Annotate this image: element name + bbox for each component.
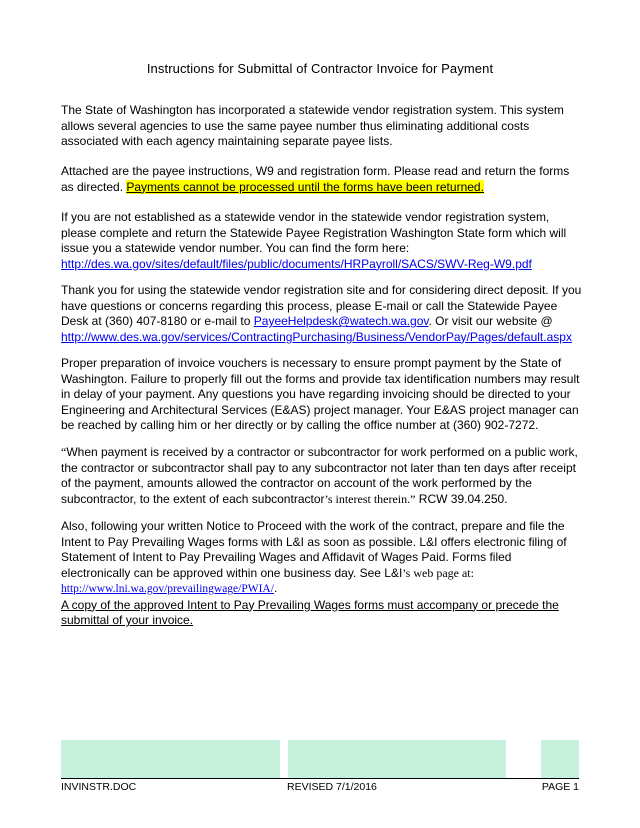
footer-page-number: PAGE 1 bbox=[541, 781, 579, 793]
paragraph-direct-deposit bbox=[61, 283, 583, 345]
paragraph-prevailing-wages bbox=[61, 519, 583, 629]
web-page-text: ’s web page at: bbox=[402, 565, 474, 580]
prevailing-wage-link[interactable]: http://www.lni.wa.gov/prevailingwage/PWIA/ bbox=[61, 583, 274, 595]
footer-box-right bbox=[541, 740, 579, 778]
link-period: . bbox=[273, 581, 278, 595]
attached-forms-text: Attached are the payee instructions, W9 and registration form. Please read and return the forms as directed. bbox=[61, 164, 570, 194]
document-title: Instructions for Submittal of Contractor Invoice for Payment bbox=[146, 61, 494, 76]
registration-form-link[interactable]: http://des.wa.gov/sites/default/files/public/documents/HRPayroll/SACS/SWV-Reg-W9.pdf bbox=[61, 256, 532, 271]
footer-revised-date: REVISED 7/1/2016 bbox=[287, 781, 377, 793]
paragraph-rcw-quote bbox=[61, 445, 583, 507]
paragraph-attached-forms bbox=[61, 164, 583, 195]
payment-warning-highlight: Payments cannot be processed until the forms have been returned. bbox=[126, 179, 484, 194]
open-quote: “ bbox=[61, 445, 67, 459]
footer-divider bbox=[61, 778, 579, 779]
rcw-citation: RCW 39.04.250. bbox=[415, 491, 508, 506]
direct-deposit-text: Thank you for using the statewide vendor registration site and for considering direct deposit. If you have questions or concerns regarding this process, please E-mail or call the Statewide Payee Desk at (360) 407-8180 or e-mail to bbox=[61, 283, 582, 328]
vendor-registration-text: If you are not established as a statewide vendor in the statewide vendor registration system, please complete and return the Statewide Payee Registration Washington State form which will issue you a statewide vendor number. You can find the form here: bbox=[61, 210, 567, 255]
rcw-quote-text: When payment is received by a contractor or subcontractor for work performed on a public work, the contractor or subcontractor shall pay to any subcontractor not later than ten days after receipt of the payment, amounts allowed the contractor on account of the work performed by the subcontractor, to the extent of each subcontractor bbox=[61, 445, 578, 506]
prevailing-wages-text: Also, following your written Notice to Proceed with the work of the contract, prepare and file the Intent to Pay Prevailing Wages forms with L&I as soon as possible. L&I offers electronic filing of Statement of Intent to Pay Prevailing Wages and Affidavit of Wages Paid. Forms filed electronically can be approved within one business day. See L&I bbox=[61, 519, 567, 580]
paragraph-vendor-registration bbox=[61, 210, 583, 272]
paragraph-invoice-preparation: Proper preparation of invoice vouchers is necessary to ensure prompt payment by the State of Washington. Failure to properly fill out the forms and provide tax identification numbers may result in delay of your payment. Any questions you have regarding invoicing should be directed to your Engineering and Architectural Services (E&AS) project manager. Your E&AS project manager can be reached by calling him or her directly or by calling the office number at (360) 902-7272. bbox=[61, 356, 580, 432]
payee-helpdesk-email-link[interactable]: PayeeHelpdesk@watech.wa.gov bbox=[253, 314, 429, 328]
paragraph-registration-system: The State of Washington has incorporated a statewide vendor registration system. This system allows several agencies to use the same payee number thus eliminating additional costs associated with each agency maintaining separate payee lists. bbox=[61, 103, 564, 148]
footer-box-left bbox=[61, 740, 280, 778]
visit-website-text: . Or visit our website @ bbox=[428, 314, 553, 328]
vendor-pay-website-link[interactable]: http://www.des.wa.gov/services/ContractingPurchasing/Business/VendorPay/Pages/default.aspx bbox=[61, 329, 572, 344]
footer-box-center bbox=[288, 740, 506, 778]
rcw-quote-tail: ’s interest therein.” bbox=[324, 491, 416, 506]
intent-to-pay-requirement: A copy of the approved Intent to Pay Prevailing Wages forms must accompany or precede the submittal of your invoice. bbox=[61, 597, 559, 627]
footer-filename: INVINSTR.DOC bbox=[61, 781, 137, 793]
